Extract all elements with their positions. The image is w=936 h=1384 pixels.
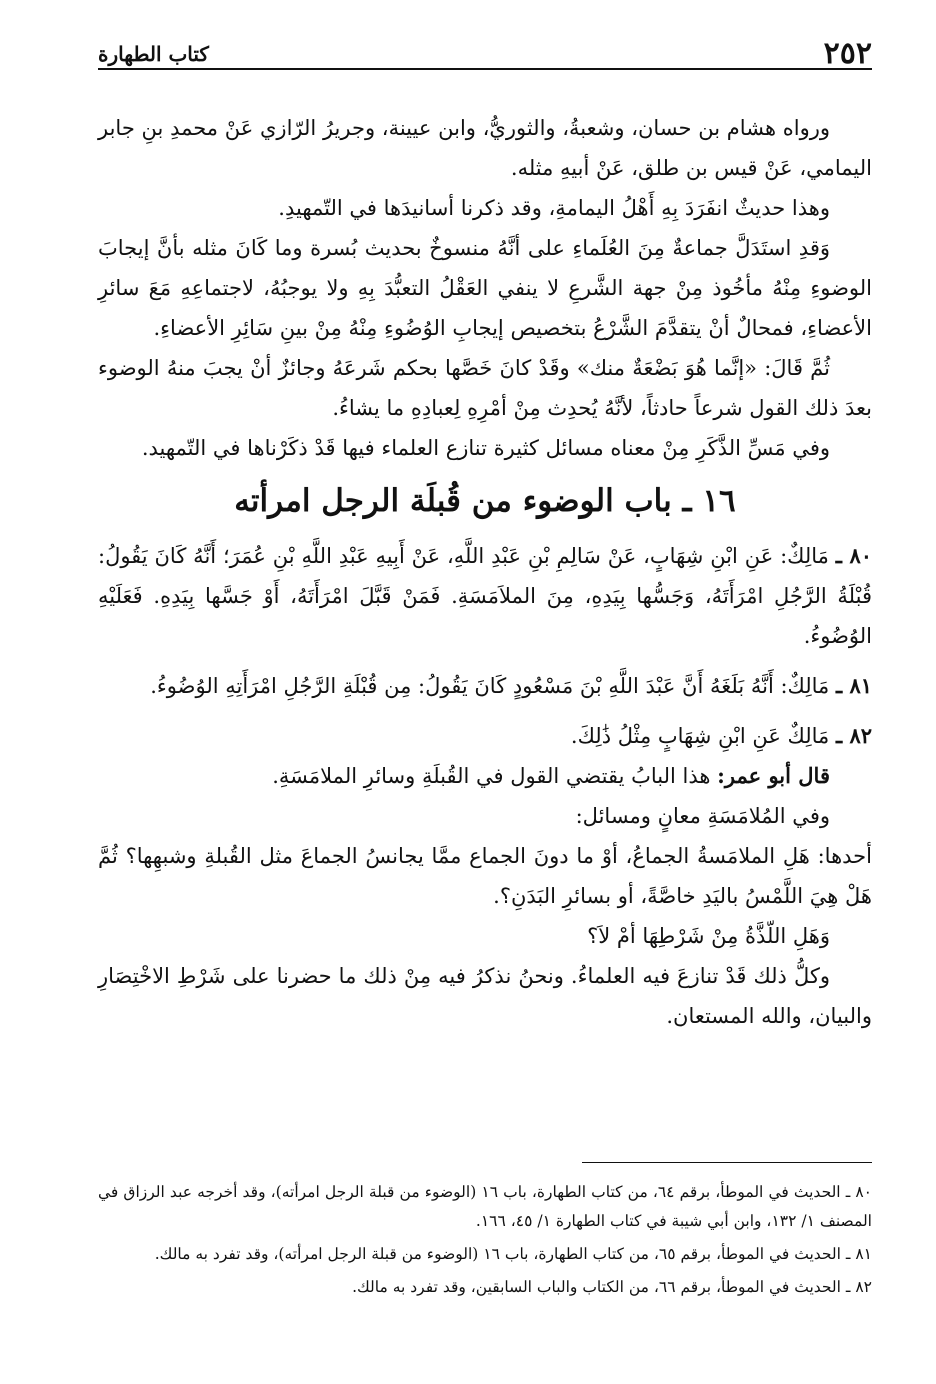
main-text <box>98 108 872 1036</box>
paragraph: ورواه هشام بن حسان، وشعبةُ، والثوريُّ، وابن عيينة، وجريرُ الرّازي عَنْ محمدِ بنِ جابر اليمامي، عَنْ قيس بن طلق، عَنْ أبيهِ مثله. <box>98 116 872 180</box>
commentary <box>98 756 872 796</box>
hadith-text: مَالِكٌ عَنِ ابْنِ شِهَابٍ مِثْلُ ذَٰلِكَ. <box>570 724 830 748</box>
paragraph: وهذا حديثٌ انفَرَدَ بِهِ أَهْلُ اليمامةِ، وقد ذكرنا أسانيدَها في التّمهيدِ. <box>278 196 830 220</box>
running-title: كتاب الطهارة <box>98 42 209 66</box>
paragraph: وَهَلِ اللّذَّةُ مِنْ شَرْطِهَا أمْ لاَ؟ <box>587 924 830 948</box>
paragraph: ثُمَّ قَالَ: «إنَّما هُوَ بَضْعَةٌ منك» وقَدْ كانَ خَصَّها بحكم شَرعَهُ وجائزٌ أنْ يجبَ منهُ الوضوء بعدَ ذلك القول شرعاً حادثاً، لأنَّهُ يُحدِث مِنْ أمْرِهِ لِعبادِهِ ما يشاءُ. <box>98 356 872 420</box>
footnote-81: ٨١ ـ الحديث في الموطأ، برقم ٦٥، من كتاب الطهارة، باب ١٦ (الوضوء من قبلة الرجل امرأته)، وقد تفرد به مالك. <box>154 1245 872 1263</box>
paragraph: أحدها: هَلِ الملامَسةُ الجماعُ، أوْ ما دونَ الجماع ممَّا يجانسُ الجماعَ مثل القُبلةِ وشبهِها؟ ثُمَّ هَلْ هِيَ اللَّمْسُ باليَدِ خاصَّةً، أو بسائرِ البَدَنِ؟. <box>98 844 872 908</box>
footnote-82: ٨٢ ـ الحديث في الموطأ، برقم ٦٦، من الكتاب والباب السابقين، وقد تفرد به مالك. <box>352 1278 872 1296</box>
commentary-text: هذا البابُ يقتضي القول في القُبلَةِ وسائرِ الملامَسَةِ. <box>272 764 711 788</box>
paragraph: وَقدِ استَدَلَّ جماعةٌ مِنَ العُلَماءِ على أنَّهُ منسوخٌ بحديث بُسرة وما كَانَ مثله بأنَّ إيجابَ الوضوءِ مِنْهُ مأخُوذ مِنْ جهة الشَّرعِ لا ينفي العَقْلُ التعبُّدَ بِهِ ولا يوجبُهُ، لاجتماعِهِ مَعَ سائرِ الأعضاءِ، فمحالٌ أنْ يتقدَّمَ الشَّرْعُ بتخصيص إيجابِ الوُضُوءِ مِنْهُ مِنْ بينِ سَائِرِ الأعضاءِ. <box>98 236 873 340</box>
hadith-81 <box>98 666 872 706</box>
footnote-rule <box>582 1162 872 1163</box>
hadith-text: مَالِكٌ: عَنِ ابْنِ شِهَابٍ، عَنْ سَالِمِ بْنِ عَبْدِ اللَّهِ، عَنْ أَبِيهِ عَبْدِ اللَّهِ بْنِ عُمَرَ؛ أَنَّهُ كَانَ يَقُولُ: قُبْلَةُ الرَّجُلِ امْرَأَتَهُ، وَجَسُّها بِيَدِهِ، مِنَ الملاَمَسَةِ. فَمَنْ قَبَّلَ امْرَأَتَهُ، أَوْ جَسَّها بِيَدِهِ. فَعَلَيْهِ الوُضُوءُ. <box>98 544 872 648</box>
paragraph: وفي مَسِّ الذَّكَرِ مِنْ معناه مسائل كثيرة تنازع العلماء فيها قَدْ ذكَرْناها في التّمهيد. <box>141 436 830 460</box>
hadith-number: ٨٠ ـ <box>835 543 872 568</box>
hadith-number: ٨٢ ـ <box>835 723 872 748</box>
hadith-80 <box>98 536 872 656</box>
paragraph: وفي المُلامَسَةِ معانٍ ومسائل: <box>575 804 830 828</box>
hadith-text: مَالِكٌ: أَنَّهُ بَلَغَهُ أَنَّ عَبْدَ اللَّهِ بْنَ مَسْعُودٍ كَانَ يَقُولُ: مِن قُبْلَةِ الرَّجُلِ امْرَأَتِهِ الوُضُوءُ. <box>150 674 830 698</box>
footnote-80: ٨٠ ـ الحديث في الموطأ، برقم ٦٤، من كتاب الطهارة، باب ١٦ (الوضوء من قبلة الرجل امرأته)، وقد أخرجه عبد الرزاق في المصنف ١/ ١٣٢، وابن أبي شيبة في كتاب الطهارة ١/ ٤٥، ١٦٦. <box>98 1183 872 1230</box>
paragraph: وكلُّ ذلك قَدْ تنازعَ فيه العلماءُ. ونحنُ نذكرُ فيه مِنْ ذلك ما حضرنا على شَرْطِ الاخْتِصَارِ والبيان، والله المستعان. <box>98 964 872 1028</box>
chapter-heading: ١٦ ـ باب الوضوء من قُبلَة الرجل امرأته <box>234 483 736 519</box>
page-number: ٢٥٢ <box>823 36 872 71</box>
hadith-number: ٨١ ـ <box>835 673 872 698</box>
author-label: قال أبو عمر: <box>717 763 830 788</box>
page-header <box>98 32 872 76</box>
footnotes <box>98 1178 872 1306</box>
hadith-82 <box>98 716 872 756</box>
header-rule <box>98 68 872 70</box>
